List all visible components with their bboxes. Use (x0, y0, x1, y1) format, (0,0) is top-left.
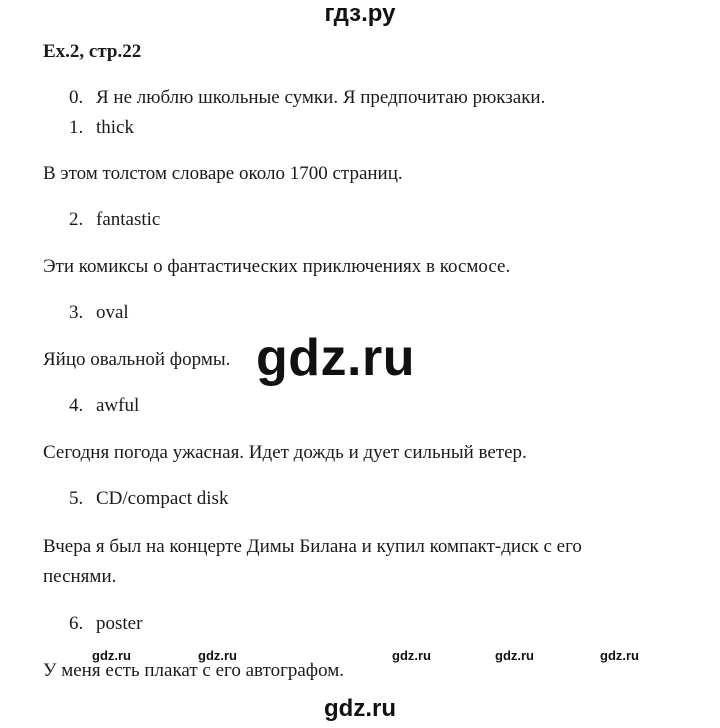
watermark-small: gdz.ru (198, 648, 237, 663)
watermark-small: gdz.ru (600, 648, 639, 663)
exercise-title: Ex.2, стр.22 (43, 41, 142, 62)
item-word: fantastic (96, 209, 161, 230)
item-sentence-1: В этом толстом словаре около 1700 страниц. (43, 163, 403, 184)
item-sentence-5-line2: песнями. (43, 566, 117, 587)
list-item-6 (69, 612, 142, 636)
item-number: 1. (69, 117, 84, 138)
item-word: poster (96, 613, 143, 634)
watermark-small: gdz.ru (92, 648, 131, 663)
item-number: 4. (69, 395, 84, 416)
item-sentence-2: Эти комиксы о фантастических приключениях в космосе. (43, 256, 511, 277)
site-logo-bottom: gdz.ru (324, 695, 396, 722)
item-sentence-3: Яйцо овальной формы. (43, 349, 231, 370)
item-number: 2. (69, 209, 84, 230)
item-number: 0. (69, 87, 84, 108)
list-item-0 (69, 86, 545, 110)
item-word: awful (96, 395, 140, 416)
item-sentence-4: Сегодня погода ужасная. Идет дождь и дует сильный ветер. (43, 442, 527, 463)
item-number: 3. (69, 302, 84, 323)
watermark-small: gdz.ru (392, 648, 431, 663)
item-sentence-5-line1: Вчера я был на концерте Димы Билана и купил компакт-диск с его (43, 536, 582, 557)
list-item-3 (69, 301, 129, 325)
item-word: oval (96, 302, 129, 323)
site-logo-top: гдз.ру (324, 0, 396, 27)
watermark-small: gdz.ru (495, 648, 534, 663)
item-number: 6. (69, 613, 84, 634)
list-item-5 (69, 487, 228, 511)
item-sentence-6: У меня есть плакат с его автографом. (43, 660, 345, 681)
item-word: thick (96, 117, 134, 138)
item-word: CD/compact disk (96, 488, 229, 509)
list-item-1 (69, 116, 134, 140)
item-number: 5. (69, 488, 84, 509)
list-item-4 (69, 394, 139, 418)
item-text: Я не люблю школьные сумки. Я предпочитаю рюкзаки. (96, 87, 546, 108)
list-item-2 (69, 208, 160, 232)
watermark-center: gdz.ru (256, 329, 415, 387)
